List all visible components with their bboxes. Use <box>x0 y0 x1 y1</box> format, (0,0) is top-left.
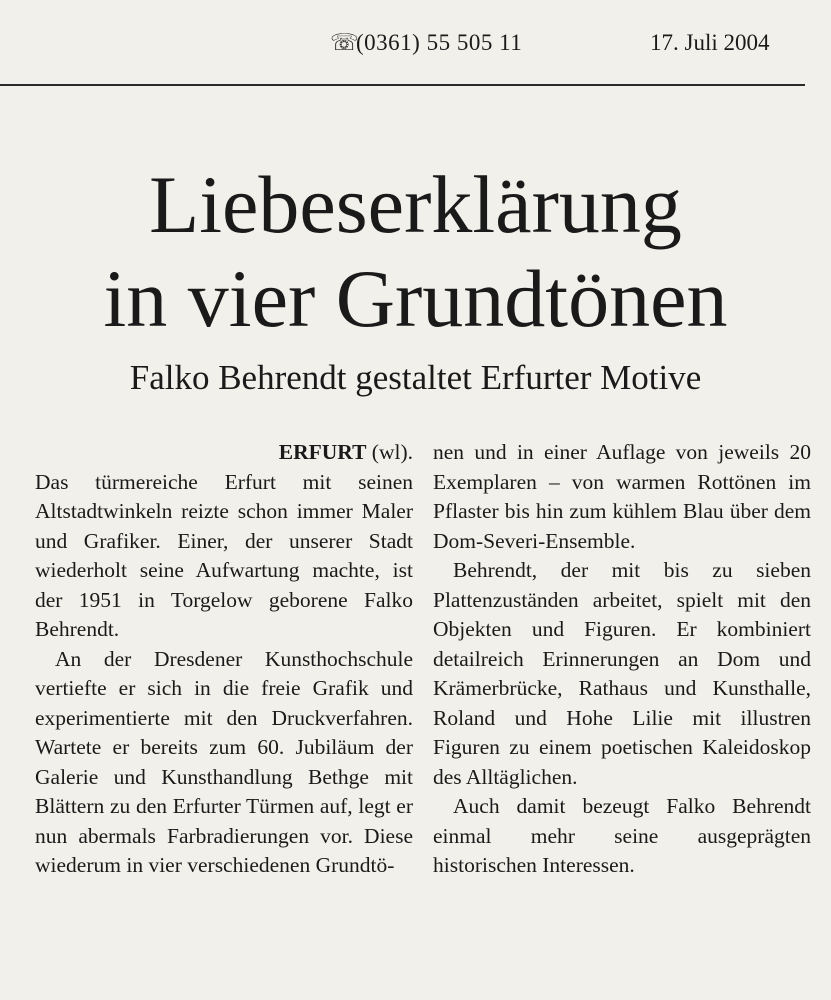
paragraph-right-3: Auch damit bezeugt Falko Behrendt einmal mehr seine ausgeprägten historischen Interessen. <box>433 794 811 877</box>
publication-date: 17. Juli 2004 <box>650 30 770 55</box>
header-rule <box>0 84 805 86</box>
phone-text: (0361) 55 505 11 <box>356 30 523 55</box>
dateline-author: (wl). <box>366 440 413 464</box>
headline-line-2: in vier Grundtönen <box>103 253 728 345</box>
headline <box>0 158 831 347</box>
telephone-icon: ☏ <box>330 30 360 55</box>
paragraph-right-1: nen und in einer Auflage von jeweils 20 Exemplaren – von warmen Rottönen im Pflaster bis hin zum kühlem Blau über dem Dom-Severi-Ensemble. <box>433 440 811 553</box>
paragraph-left-1: Das türmereiche Erfurt mit seinen Altstadtwinkeln reizte schon immer Maler und Grafiker. Einer, der unserer Stadt wiederholt seine Aufwartung machte, ist der 1951 in Torgelow geborene Falko Behrendt. <box>35 469 413 641</box>
article-column-right <box>433 438 811 881</box>
dateline-row <box>35 438 413 468</box>
paragraph-left-2: An der Dresdener Kunsthochschule vertiefte er sich in die freie Grafik und experimentierte mit den Druckverfahren. Wartete er bereits zum 60. Jubiläum der Galerie und Kunsthandlung Bethge mit Blättern zu den Erfurter Türmen auf, legt er nun abermals Farbradierungen vor. Diese wiederum in vier verschiedenen Grundtö- <box>35 646 413 877</box>
headline-line-1: Liebeserklärung <box>149 159 682 250</box>
paragraph-right-2: Behrendt, der mit bis zu sieben Plattenzuständen arbeitet, spielt mit den Objekten und Figuren. Er kombiniert detailreich Erinnerungen an Dom und Krämerbrücke, Rathaus und Kunsthalle, Roland und Hohe Lilie mit illustren Figuren zu einem poetischen Kaleidoskop des Alltäglichen. <box>433 558 811 789</box>
dateline: ERFURT <box>278 440 367 464</box>
subheadline: Falko Behrendt gestaltet Erfurter Motive <box>129 358 702 397</box>
phone-number <box>330 30 522 56</box>
article-column-left <box>35 438 413 881</box>
